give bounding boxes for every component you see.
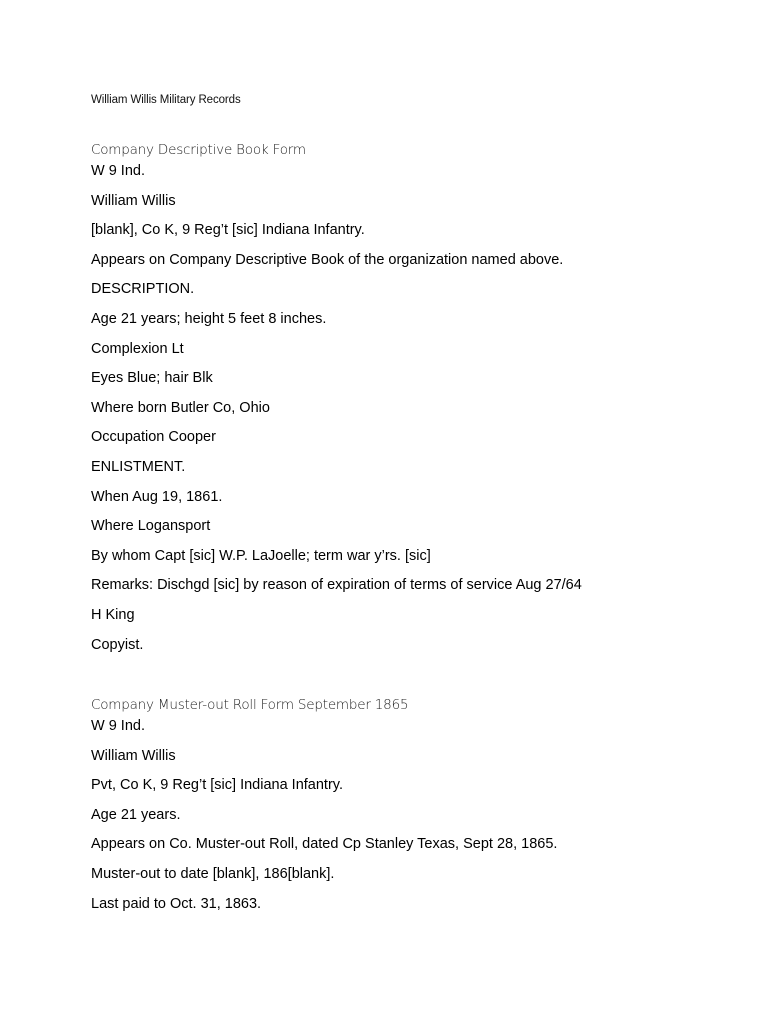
section-heading: Company Descriptive Book Form: [91, 142, 306, 158]
document-title: William Willis Military Records: [91, 94, 241, 106]
record-line: Muster-out to date [blank], 186[blank].: [91, 865, 335, 882]
record-line: H King: [91, 606, 135, 623]
record-line: DESCRIPTION.: [91, 281, 195, 298]
record-line: W 9 Ind.: [91, 718, 145, 734]
record-line: Occupation Cooper: [91, 429, 216, 446]
record-line: William Willis: [91, 747, 176, 764]
record-line: Appears on Co. Muster-out Roll, dated Cp Stanley Texas, Sept 28, 1865.: [91, 836, 558, 853]
record-line: [blank], Co K, 9 Reg’t [sic] Indiana Infantry.: [91, 222, 365, 239]
record-line: Appears on Company Descriptive Book of the organization named above.: [91, 251, 564, 268]
record-line: Eyes Blue; hair Blk: [91, 370, 213, 387]
record-line: W 9 Ind.: [91, 163, 145, 179]
record-line: Copyist.: [91, 636, 144, 653]
descriptive-book-section: [91, 141, 582, 663]
section-heading: Company Muster-out Roll Form September 1865: [91, 697, 409, 713]
record-line: By whom Capt [sic] W.P. LaJoelle; term war y’rs. [sic]: [91, 547, 431, 564]
record-line: Where born Butler Co, Ohio: [91, 399, 270, 416]
record-line: Last paid to Oct. 31, 1863.: [91, 895, 262, 912]
record-line: Age 21 years; height 5 feet 8 inches.: [91, 310, 327, 327]
muster-out-roll-section: [91, 696, 557, 922]
record-line: When Aug 19, 1861.: [91, 488, 223, 505]
record-line: Where Logansport: [91, 518, 211, 535]
record-line: Complexion Lt: [91, 340, 184, 357]
record-line: William Willis: [91, 192, 176, 209]
record-line: ENLISTMENT.: [91, 458, 186, 475]
record-line: Age 21 years.: [91, 806, 181, 823]
record-line: Remarks: Dischgd [sic] by reason of expiration of terms of service Aug 27/64: [91, 577, 582, 594]
record-line: Pvt, Co K, 9 Reg’t [sic] Indiana Infantry.: [91, 777, 343, 794]
